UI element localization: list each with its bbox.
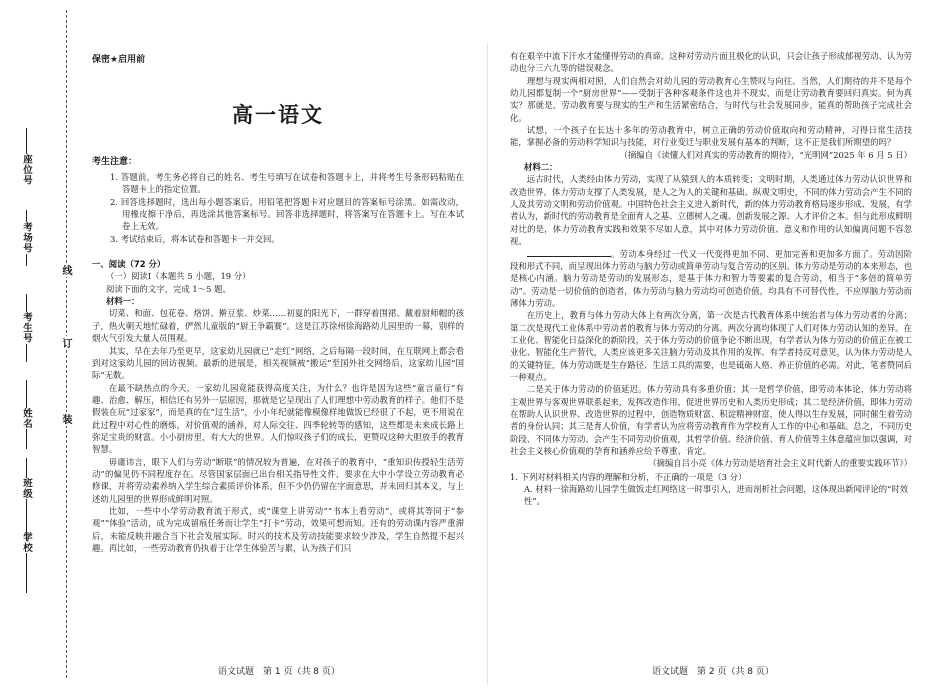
cut-mark-pack: 装 — [60, 414, 71, 424]
fill-in-blank[interactable] — [527, 248, 611, 257]
school-field[interactable] — [6, 532, 46, 593]
page-2-footer: 语文试题 第 2 页（共 8 页） — [652, 667, 774, 677]
paragraph-text: 。劳动本身经过一代又一代变得更加不同、更加完善和更加多方面了。劳动因阶段和形式不同，而呈现出体力劳动与脑力劳动或简单劳动与复合劳动的区别。体力劳动是劳动的本来形态，也是核心内涵。脑力劳动是劳动的发展形态，是基于体力和智力等要素的复合劳动，相当于“多倍的简单劳动”。劳动是一切价值的创造者，体力劳动与脑力劳动均可创造价值，均具有不可替代性，不应厚脑力劳动而薄体力劳动。 — [510, 248, 912, 308]
class-field[interactable] — [6, 458, 46, 541]
seat-number-label: 座位号 — [21, 154, 32, 186]
cut-mark-bind: 订 — [60, 338, 71, 348]
school-label: 学校 — [21, 532, 32, 553]
exam-room-field[interactable] — [6, 210, 46, 266]
paragraph: 比如，一些中小学劳动教育流于形式，或“课堂上讲劳动”“书本上看劳动”，或将其等同于“参观”“体验”活动，成为完成留痕任务而让学生“打卡”劳动，效果可想而知。还有的劳动课内容严重滞后，未能反映并融合当下社会发展实际。时兴的技术及劳动技能要求较少涉及，学生自然提不起兴趣。再比如，一些劳动教育仍执着于让学生体验苦与累，认为孩子们只 — [92, 505, 464, 553]
subsection-heading: （一）阅读Ⅰ（本题共 5 小题，19 分） — [106, 271, 251, 282]
question-1: 1. 下列对材料相关内容的理解和分析，不正确的一项是（3 分） — [510, 471, 747, 482]
paragraph: 毋庸讳言，眼下人们与劳动“断联”的情况较为普遍，在对孩子的教育中，“重知识传授轻生活劳动”的偏见仍不同程度存在。尽管国家层面已出台相关指导性文件，要求在大中小学设立劳动教育必修课，并将劳动素养纳入学生综合素质评价体系，但不少仍仍留在字面意思，并未回归其本义，与上述幼儿园里的世界形成鲜明对照。 — [92, 456, 464, 504]
notice-item: 1. 答题前，考生务必将自己的姓名、考生号填写在试卷和答题卡上，并将考生号条形码粘贴在答题卡上的指定位置。 — [110, 172, 464, 195]
candidate-number-field[interactable] — [6, 294, 46, 362]
binding-margin — [0, 0, 84, 688]
exam-room-label: 考场号 — [21, 222, 32, 254]
class-label: 班级 — [21, 478, 32, 499]
reading-instruction: 阅读下面的文字，完成 1～5 题。 — [106, 283, 231, 294]
exam-title: 高一语文 — [232, 103, 324, 128]
seat-number-line — [26, 128, 27, 154]
candidate-number-line — [26, 294, 27, 312]
seat-number-field[interactable] — [6, 128, 46, 186]
material-2-label: 材料二： — [524, 162, 558, 173]
class-line — [26, 458, 27, 478]
paragraph: 其实，早在去年乃至更早，这家幼儿园就已“走红”网络，之后每隔一段时间，在互联网上都会看到对这家幼儿园的回访视频。最新的进展是，相关视频被“搬运”至国外社交网络后，这家幼儿园“国际”无数。 — [92, 345, 464, 381]
paragraph: 远古时代，人类经由体力劳动，实现了从猿到人的本质转变；文明时期，人类通过体力劳动认识世界和改造世界。体力劳动支撑了人类发展，是人之为人的关键和基础。纵观文明史，不同的体力劳动会产生不同的人及其劳动文明和劳动价值观。中国特色社会主义进入新时代，新的体力劳动教育格局逐步形成、发展，有学者认为，新时代的劳动教育是全面育人之基、立德树人之魂、创新发展之源、人才评价之本。但与此形成鲜明对比的是，体力劳动教育实践和效果不尽如人意，其中对体力劳动价值、意义和作用的认知偏离问题不容忽视。 — [510, 174, 912, 247]
name-field[interactable] — [6, 380, 46, 449]
paragraph: 切菜、和面、包花卷、烙饼、擀豆浆、炒菜……初夏的阳光下，一群穿着围裙、戴着厨师帽的孩子，热火朝天地忙碌着，俨然儿童版的“厨王争霸赛”。这是江苏徐州徐海路幼儿园里的一幕，别样的烟火气引发大量人员围观。 — [92, 308, 464, 344]
name-line-2 — [26, 429, 27, 449]
exam-room-line-2 — [26, 254, 27, 266]
source-citation: （摘编自《读懂人们对真实的劳动教育的期待》，“光明网”2025 年 6 月 5 日） — [619, 149, 912, 160]
name-label: 姓名 — [21, 408, 32, 429]
source-citation: （摘编自吕小亮《体力劳动是培育社会主义时代新人的重要实践环节》） — [648, 458, 912, 469]
notice-heading: 考生注意： — [92, 156, 138, 167]
material-1-label: 材料一： — [106, 296, 140, 307]
exam-room-line — [26, 210, 27, 222]
paragraph: 试想，一个孩子在长达十多年的劳动教育中，树立正确的劳动价值取向和劳动精神，习得日常生活技能，掌握必备的劳动科学知识与技能，对行业变迁与职业发展有基本的判断，这不正是我们所期望的吗？ — [510, 125, 912, 148]
notice-item: 3. 考试结束后，将本试卷和答题卡一并交回。 — [110, 233, 280, 244]
paragraph: 在历史上，教育与体力劳动大体上有两次分离，第一次是古代教育体系中统治者与体力劳动者的分离；第二次是现代工业体系中劳动者的教育与体力劳动的分离。两次分离均体现了人们对体力劳动认知的差异。在工业化、智能化日益深化的新阶段，关于体力劳动的价值争论不断出现，有学者认为体力劳动的价值正在被工业化、智能化生产替代，人类应该更多关注脑力劳动及其作用的发挥。有学者持反对意见，认为体力劳动是人的关键特征，体力劳动既是生存路径、生活工具的需要，也是砥砺人格、养正价值的必需。对此，笔者赞同后一种观点。 — [510, 310, 912, 382]
cut-mark-line: 线 — [60, 265, 71, 275]
paragraph-with-blank — [510, 248, 912, 310]
candidate-number-label: 考生号 — [21, 312, 32, 344]
section-heading: 一、阅读（72 分） — [92, 259, 166, 270]
paragraph: 理想与现实两相对照，人们自然会对幼儿园的劳动教育心生赞叹与向往。当然，人们期待的并不是每个幼儿园都复制一个“厨房世界”——受制于各种客观条件这也并不现实，而是让劳动教育要回归真实。何为真实？那就是，劳动教育要与现实的生产和生活紧密结合，与时代与社会发展同步，能真的帮助孩子完成社会化。 — [510, 75, 912, 123]
page-1 — [92, 0, 464, 688]
paragraph: 在最不缺热点的今天，一家幼儿园竟能获得高度关注，为什么？也许是因为这些“童言童行”有趣、治愈、解压，相信还有另外一层原因，那就是它呈现出了人们理想中劳动教育的样子。他们不是假装在玩“过家家”，而是真的在“过生活”，小小年纪就能像模像样地做饭已经很了不起，更不用说在此过程中对心性的磨炼，对价值观的涵养，对人际交往、四季轮转等的感知，这些都是未来成长路上弥足宝贵的财富。小小厨房里，有大大的世界。人们惊叹孩子们的成长，更赞叹这种大胆放手的教育智慧。 — [92, 382, 464, 455]
paragraph: 二是关于体力劳动的价值延迟。体力劳动具有多重价值；其一是哲学价值，即劳动本体论，体力劳动将主观世界与客观世界联系起来，发挥改造作用，促进世界历史和人类历史形成；其二是经济价值，即体力劳动在帮助人认识世界、改造世界的过程中，创造物质财富、积淀精神财富，使人得以生存发展，同时催生着劳动者的身份认同；其三是育人价值，有学者认为应将劳动教育作为学校育人工作的中心和基础。总之，不同历史阶段、不同体力劳动、会产生不同劳动价值观，其哲学价值、经济价值、育人价值等主体意蕴应加以强调，对社会主义核心价值观的孕育和涵养应给予尊重、肯定。 — [510, 384, 912, 456]
school-line — [26, 553, 27, 593]
page-2 — [510, 0, 912, 688]
paragraph: 有在艰辛中流下汗水才能懂得劳动的真谛。这种对劳动片面且极化的认识，只会让孩子形成郁视劳动、认为劳动也分三六九等的错误观念。 — [510, 51, 912, 74]
notice-list — [92, 171, 464, 245]
candidate-number-line-2 — [26, 344, 27, 362]
page-1-footer: 语文试题 第 1 页（共 8 页） — [218, 667, 340, 677]
page-divider — [487, 44, 488, 684]
notice-item: 2. 回答选择题时，选出每小题答案后，用铅笔把答题卡对应题目的答案标号涂黑。如需改动，用橡皮擦干净后，再选涂其他答案标号。回答非选择题时，将答案写在答题卡上。写在本试卷上无效。 — [110, 196, 464, 232]
confidential-tag: 保密★启用前 — [92, 55, 146, 65]
question-1-option-a[interactable]: A. 材料一徐海路幼儿园学生做饭走红网络这一时事引入，进而剖析社会问题，这体现出新闻评论的“时效性”。 — [524, 484, 909, 507]
name-line — [26, 380, 27, 408]
